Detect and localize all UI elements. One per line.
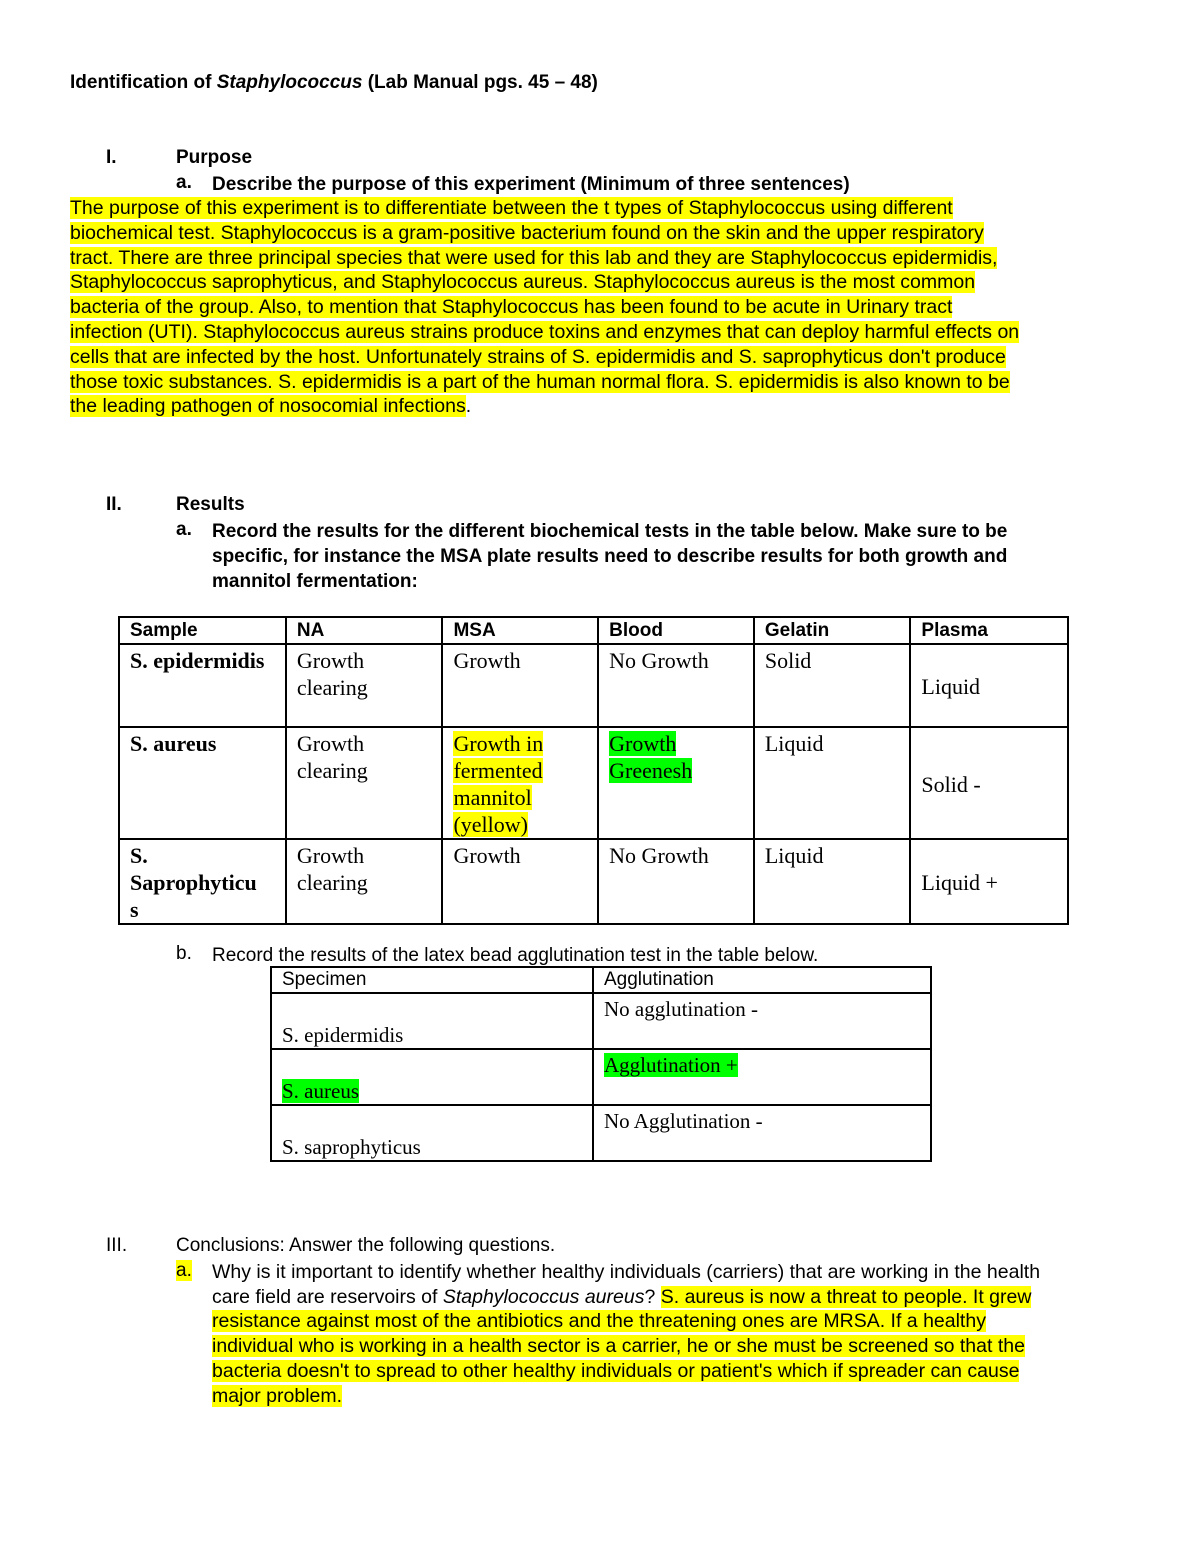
conclusion-answer-line: individual who is working in a health sector is a carrier, he or she must be screened so that the (212, 1335, 1025, 1358)
conclusion-question-line: Why is it important to identify whether healthy individuals (carriers) that are working in the health (212, 1261, 1041, 1283)
column-header: NA (286, 617, 443, 644)
table-row (119, 727, 1068, 839)
table-header-row (119, 617, 1068, 644)
sample-cell: S. epidermidis (119, 644, 286, 727)
purpose-end-period: . (465, 395, 472, 418)
conclusion-answer-line: S. aureus is now a threat to people. It grew (660, 1285, 1032, 1308)
column-header: Plasma (910, 617, 1068, 644)
blood-cell: No Growth (598, 644, 754, 727)
column-header: Sample (119, 617, 286, 644)
section-3-question-letter: a. (176, 1260, 192, 1281)
msa-cell: Growth in fermented mannitol (yellow) (442, 727, 598, 839)
msa-cell: Growth (442, 644, 598, 727)
title-prefix: Identification of (70, 72, 217, 93)
blood-cell: Growth Greenesh (598, 727, 754, 839)
title-italic-genus: Staphylococcus (216, 72, 363, 93)
na-cell: Growth clearing (286, 644, 443, 727)
column-header: Specimen (271, 967, 593, 993)
column-header: MSA (442, 617, 598, 644)
specimen-cell: S. epidermidis (271, 993, 593, 1049)
section-3-question-and-answer (212, 1260, 1142, 1408)
section-1-question: Describe the purpose of this experiment (Minimum of three sentences) (212, 174, 850, 195)
gelatin-cell: Liquid (754, 727, 911, 839)
section-2-number: II. (106, 494, 122, 515)
sample-cell: S. Saprophyticu s (119, 839, 286, 924)
table-row (271, 993, 931, 1049)
purpose-line: tract. There are three principal species that were used for this lab and they are Staphylococcus epidermidis, (70, 246, 998, 269)
purpose-line: the leading pathogen of nosocomial infections (70, 395, 466, 418)
document-title (70, 72, 598, 94)
table-header-row (271, 967, 931, 993)
purpose-line: cells that are infected by the host. Unfortunately strains of S. epidermidis and S. saprophyticus don't produce (70, 345, 1006, 368)
agglutination-cell: Agglutination + (593, 1049, 931, 1105)
section-1-heading: Purpose (176, 147, 253, 168)
purpose-line: biochemical test. Staphylococcus is a gram-positive bacterium found on the skin and the upper respiratory (70, 221, 984, 244)
conclusion-answer-line: major problem. (212, 1384, 343, 1407)
specimen-cell: S. aureus (271, 1049, 593, 1105)
column-header: Gelatin (754, 617, 911, 644)
agglutination-results-table (270, 966, 932, 1162)
specimen-cell: S. saprophyticus (271, 1105, 593, 1161)
section-3-heading: Conclusions: Answer the following questions. (176, 1235, 556, 1256)
purpose-answer (70, 196, 1145, 419)
section-2-question-a: Record the results for the different biochemical tests in the table below. Make sure to be specific, for instance the MSA plate results need to describe results for both growth and mannitol fermentation: (212, 521, 1008, 592)
plasma-cell: Liquid + (910, 839, 1068, 924)
table-row (119, 839, 1068, 924)
gelatin-cell: Solid (754, 644, 911, 727)
table-row (271, 1049, 931, 1105)
conclusion-answer-line: resistance against most of the antibiotics and the threatening ones are MRSA. If a healthy (212, 1310, 986, 1333)
section-2-question-a-letter: a. (176, 519, 192, 540)
na-cell: Growth clearing (286, 839, 443, 924)
plasma-cell: Solid - (910, 727, 1068, 839)
plasma-cell: Liquid (910, 644, 1068, 727)
column-header: Blood (598, 617, 754, 644)
blood-cell: No Growth (598, 839, 754, 924)
section-2-question-b: Record the results of the latex bead agglutination test in the table below. (212, 945, 819, 966)
purpose-line: infection (UTI). Staphylococcus aureus strains produce toxins and enzymes that can deploy harmful effects on (70, 320, 1020, 343)
section-2-question-b-letter: b. (176, 943, 192, 964)
sample-cell: S. aureus (119, 727, 286, 839)
purpose-line: those toxic substances. S. epidermidis is a part of the human normal flora. S. epidermidis is also known to be (70, 370, 1010, 393)
title-suffix: (Lab Manual pgs. 45 – 48) (362, 72, 598, 93)
msa-cell: Growth (442, 839, 598, 924)
section-3-number: III. (106, 1235, 128, 1256)
section-2-heading: Results (176, 494, 245, 515)
purpose-line: bacteria of the group. Also, to mention that Staphylococcus has been found to be acute in Urinary tract (70, 296, 953, 319)
conclusion-question-line: care field are reservoirs of Staphylococcus aureus? (212, 1285, 661, 1308)
section-1-question-letter: a. (176, 172, 192, 193)
agglutination-cell: No Agglutination - (593, 1105, 931, 1161)
na-cell: Growth clearing (286, 727, 443, 839)
column-header: Agglutination (593, 967, 931, 993)
gelatin-cell: Liquid (754, 839, 911, 924)
table-row (271, 1105, 931, 1161)
section-1-number: I. (106, 147, 117, 168)
agglutination-cell: No agglutination - (593, 993, 931, 1049)
biochemical-results-table (118, 616, 1069, 925)
purpose-line: The purpose of this experiment is to differentiate between the t types of Staphylococcus using different (70, 197, 953, 219)
table-row (119, 644, 1068, 727)
purpose-line: Staphylococcus saprophyticus, and Staphylococcus aureus. Staphylococcus aureus is the most common (70, 271, 976, 294)
conclusion-answer-line: bacteria doesn't to spread to other healthy individuals or patient's which if spreader can cause (212, 1359, 1020, 1382)
